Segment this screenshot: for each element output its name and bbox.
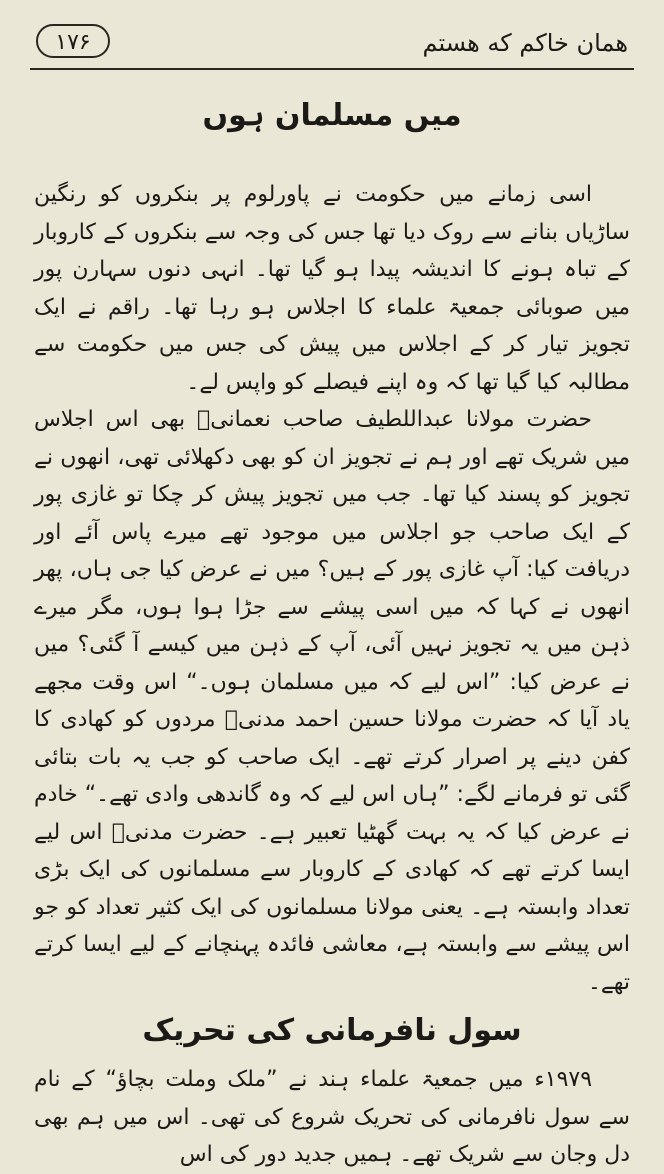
page-number: ۱۷۶ — [36, 24, 110, 58]
section-heading-civil-disobedience: سول نافرمانی کی تحریک — [142, 1013, 522, 1048]
paragraph-1: اسی زمانے میں حکومت نے پاورلوم پر بنکروں کو رنگین ساڑیاں بنانے سے روک دیا تھا جس کی وجہ سے بنکروں کے کاروبار کے تباہ ہونے کا اندیشہ پیدا ہو گیا تھا۔ انہی دنوں سہارن پور میں صوبائی جمعیۃ علماء کا اجلاس ہو رہا تھا۔ راقم نے ایک تجویز تیار کر کے اجلاس میں پیش کی جس میں حکومت سے مطالبہ کیا گیا تھا کہ وہ اپنے فیصلے کو واپس لے۔ — [34, 182, 630, 395]
section-heading-main-musalman-hoon: میں مسلمان ہوں — [202, 98, 462, 133]
running-title: همان خاکم که هستم — [422, 29, 628, 57]
paragraph-3: ۱۹۷۹ء میں جمعیۃ علماء ہند نے ”ملک وملت بچاؤ“ کے نام سے سول نافرمانی کی تحریک شروع کی تھی۔ اس میں ہم بھی دل وجان سے شریک تھے۔ ہمیں جدید دور کی اس — [34, 1067, 630, 1167]
paragraph-2: حضرت مولانا عبداللطیف صاحب نعمانیؒ بھی اس اجلاس میں شریک تھے اور ہم نے تجویز ان کو بھی دکھلائی تھی، انھوں نے تجویز کو پسند کیا تھا۔ جب میں تجویز پیش کر چکا تو غازی پور کے ایک صاحب جو اجلاس میں موجود تھے میرے پاس آئے اور دریافت کیا: آپ غازی پور کے ہیں؟ میں نے عرض کیا جی ہاں، پھر انھوں نے کہا کہ میں اسی پیشے سے جڑا ہوا ہوں، مگر میرے ذہن میں یہ تجویز نہیں آئی، آپ کے ذہن میں کیسے آ گئی؟ میں نے عرض کیا: ”اس لیے کہ میں مسلمان ہوں۔“ اس وقت مجھے یاد آیا کہ حضرت مولانا حسین احمد مدنیؒ مردوں کو کھادی کا کفن دینے پر اصرار کرتے تھے۔ ایک صاحب کو جب یہ بات بتائی گئی تو فرمانے لگے: ”ہاں اس لیے کہ وہ گاندھی وادی تھے۔“ خادم نے عرض کیا کہ یہ بہت گھٹیا تعبیر ہے۔ حضرت مدنیؒ اس لیے ایسا کرتے تھے کہ کھادی کے کاروبار سے مسلمانوں کی ایک بڑی تعداد وابستہ ہے۔ یعنی مولانا مسلمانوں کی ایک کثیر تعداد کو جو اس پیشے سے وابستہ ہے، معاشی فائدہ پہنچانے کے لیے ایسا کرتے تھے۔ — [34, 407, 630, 995]
running-head — [30, 22, 634, 70]
